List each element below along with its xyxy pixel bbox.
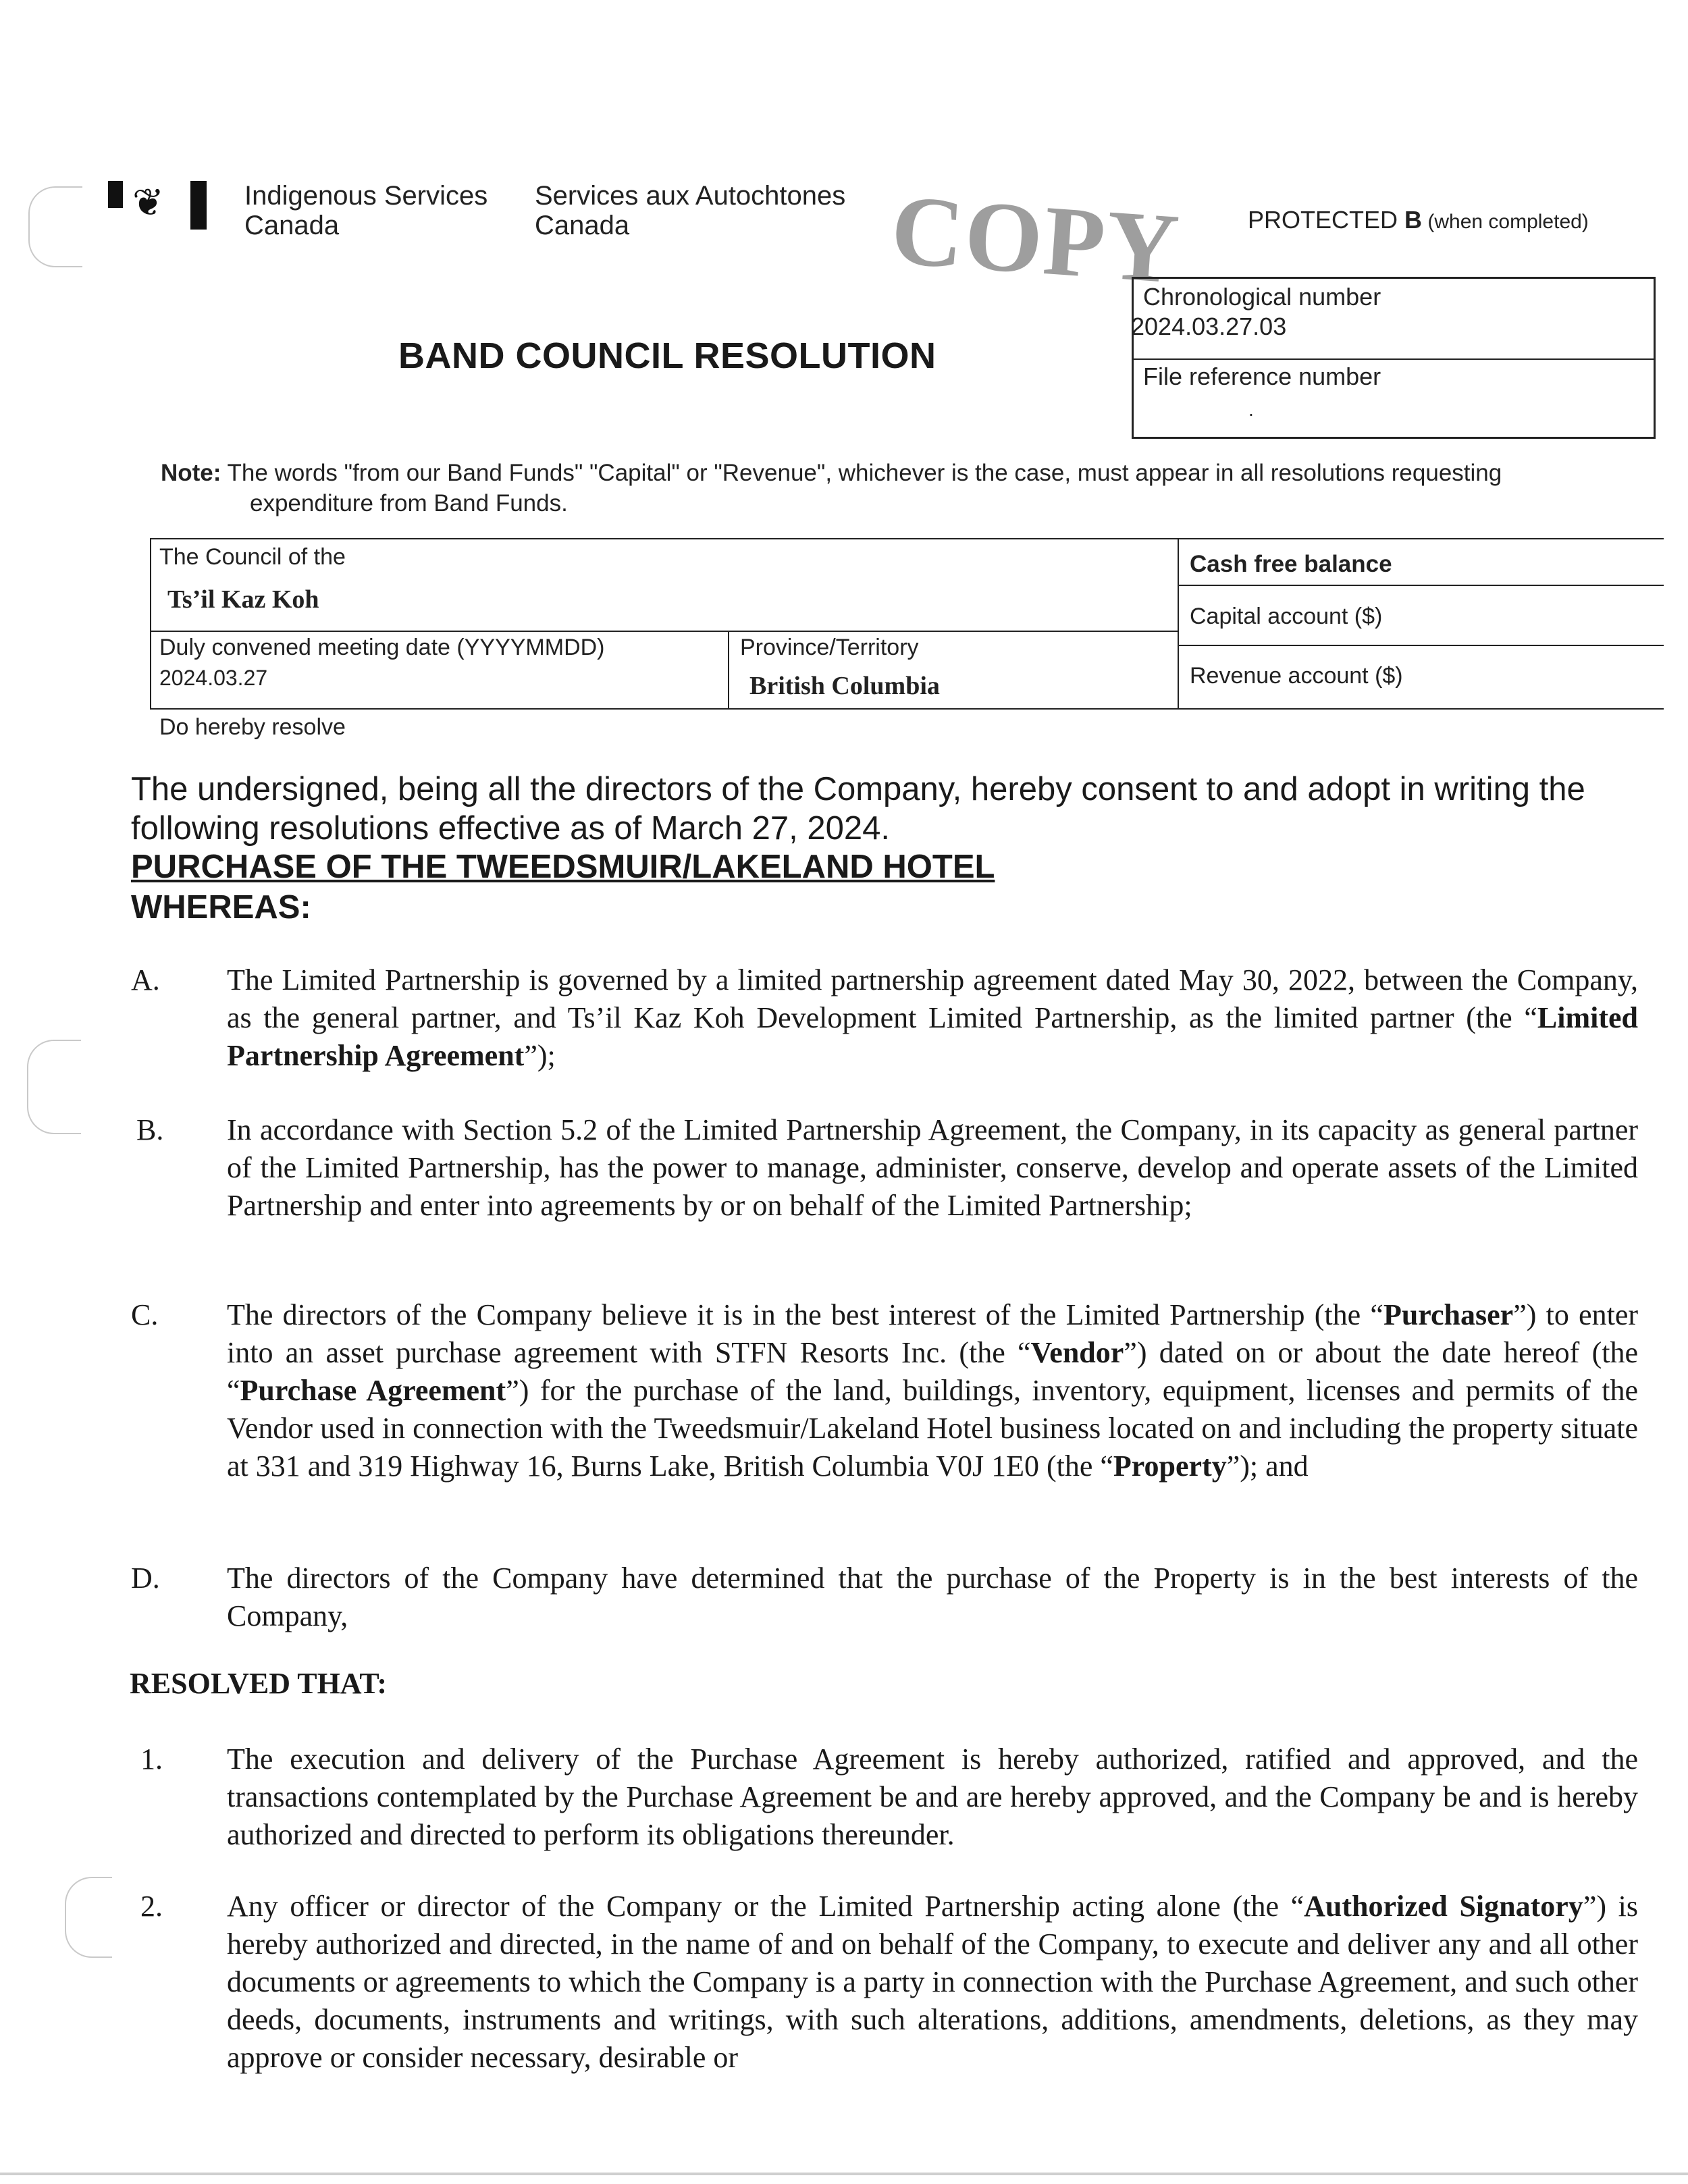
- resolution-2-marker: 2.: [140, 1890, 163, 1923]
- protected-suffix: (when completed): [1422, 211, 1589, 233]
- flag-right-bar-icon: [190, 181, 207, 230]
- file-reference-value: .: [1248, 399, 1254, 420]
- recital-d: The directors of the Company have determined that the purchase of the Property is in the best interests of the Company,: [227, 1562, 1638, 1632]
- resolve-label: Do hereby resolve: [159, 714, 346, 740]
- resolution-2-text: Any officer or director of the Company or the Limited Partnership acting alone (the “: [227, 1890, 1304, 1923]
- recital-d-marker: D.: [131, 1562, 160, 1595]
- chronological-number-label: Chronological number: [1143, 283, 1381, 311]
- scan-bottom-edge: [0, 2173, 1688, 2175]
- resolved-heading: RESOLVED THAT:: [130, 1667, 388, 1700]
- recital-c-term-purchase-agreement: Purchase Agreement: [240, 1374, 506, 1407]
- grid-line: [150, 631, 1178, 632]
- recital-c-term-purchaser: Purchaser: [1383, 1298, 1514, 1331]
- note-text-line2: expenditure from Band Funds.: [250, 490, 568, 516]
- grid-line: [728, 631, 729, 708]
- recital-a-text-end: ”);: [524, 1039, 556, 1072]
- department-name-french: [535, 181, 845, 240]
- recital-a-defined-term: Limited Partnership Agreement: [227, 1001, 1638, 1072]
- resolution-2-term-authorized-signatory: Authorized Signatory: [1304, 1890, 1583, 1923]
- grid-line: [1178, 645, 1664, 646]
- recital-c-marker: C.: [131, 1298, 159, 1331]
- council-value: Ts’il Kaz Koh: [167, 585, 319, 614]
- punch-hole-shadow: [28, 186, 82, 267]
- recital-c: [227, 1296, 1638, 1485]
- recital-c-term-property: Property: [1113, 1449, 1227, 1483]
- revenue-account-label: Revenue account ($): [1190, 663, 1403, 689]
- protected-classification: [1248, 206, 1589, 234]
- note-line1: [161, 460, 1502, 486]
- protected-prefix: PROTECTED: [1248, 206, 1405, 234]
- intro-paragraph: The undersigned, being all the directors of the Company, hereby consent to and adopt in writing the following resolutions effective as of March 27, 2024.: [131, 771, 1585, 847]
- dept-fr-line1: Services aux Autochtones: [535, 181, 846, 211]
- recital-c-text-end: ”); and: [1226, 1449, 1309, 1483]
- recital-a-text: The Limited Partnership is governed by a limited partnership agreement dated May 30, 2022, between the Company, as the general partner, and Ts’il Kaz Koh Development Limited Partnership, as the limited partner (the “: [227, 963, 1638, 1034]
- note-text-line1: The words "from our Band Funds" "Capital" or "Revenue", whichever is the case, must appear in all resolutions requesting: [221, 460, 1502, 486]
- punch-hole-shadow: [27, 1040, 81, 1134]
- flag-left-bar-icon: [108, 181, 123, 208]
- meeting-date-value: 2024.03.27: [159, 666, 268, 690]
- grid-line: [150, 538, 151, 708]
- recital-c-term-vendor: Vendor: [1030, 1336, 1124, 1369]
- department-name-english: [244, 181, 487, 240]
- recital-a-marker: A.: [131, 963, 160, 996]
- recital-b: In accordance with Section 5.2 of the Limited Partnership Agreement, the Company, in its capacity as general partner of the Limited Partnership, has the power to manage, administer, conserve, develop and operate assets of the Limited Partnership and enter into agreements by or on behalf of the Limited Partnership;: [227, 1113, 1638, 1222]
- maple-leaf-icon: ❦: [132, 181, 164, 223]
- council-label: The Council of the: [159, 544, 346, 570]
- grid-line: [1178, 538, 1179, 708]
- dept-en-line2: Canada: [244, 211, 340, 240]
- protected-level: B: [1404, 206, 1423, 234]
- whereas-heading: WHEREAS:: [131, 889, 311, 926]
- grid-line: [150, 708, 1664, 710]
- resolution-2: [227, 1888, 1638, 2077]
- province-label: Province/Territory: [740, 635, 919, 660]
- grid-line: [1178, 585, 1664, 586]
- meeting-date-label: Duly convened meeting date (YYYYMMDD): [159, 635, 605, 660]
- recital-c-text: The directors of the Company believe it is in the best interest of the Limited Partnership (the “: [227, 1298, 1383, 1331]
- cash-free-balance-label: Cash free balance: [1190, 551, 1392, 577]
- expenditure-note: [161, 458, 1592, 518]
- dept-fr-line2: Canada: [535, 211, 630, 240]
- recital-c-text: ”) to enter into an asset purchase agreement with STFN Resorts Inc. (the “: [227, 1298, 1638, 1369]
- note-label: Note:: [161, 460, 221, 486]
- page-title: BAND COUNCIL RESOLUTION: [398, 336, 937, 376]
- recital-a: [227, 961, 1638, 1075]
- dept-en-line1: Indigenous Services: [244, 181, 488, 211]
- box-divider: [1134, 358, 1654, 360]
- capital-account-label: Capital account ($): [1190, 604, 1383, 629]
- province-value: British Columbia: [749, 672, 940, 700]
- resolution-1-marker: 1.: [140, 1742, 163, 1776]
- resolution-2-text-end: ”) is hereby authorized and directed, in the name of and on behalf of the Company, to execute and deliver any and all other documents or agreements to which the Company is a party in connection with the Purchase Agreement, and such other deeds, documents, instruments and writings, with such alterations, additions, amendments, deletions, as they may approve or consider necessary, desirable or: [227, 1890, 1638, 2074]
- chronological-number-value: 2024.03.27.03: [1131, 313, 1287, 340]
- recital-c-text: ”) dated on or about the date hereof (the “: [227, 1336, 1638, 1407]
- recital-b-marker: B.: [136, 1113, 164, 1146]
- section-title: PURCHASE OF THE TWEEDSMUIR/LAKELAND HOTEL: [131, 849, 995, 885]
- resolution-1: The execution and delivery of the Purchase Agreement is hereby authorized, ratified and approved, and the transactions contemplated by the Purchase Agreement be and are hereby approved, and the Company be and is hereby authorized and directed to perform its obligations thereunder.: [227, 1742, 1638, 1851]
- copy-stamp: COPY: [887, 174, 1184, 305]
- grid-line: [150, 538, 1664, 539]
- reference-numbers-box: [1132, 277, 1656, 439]
- punch-hole-shadow: [65, 1877, 112, 1958]
- file-reference-label: File reference number: [1143, 363, 1381, 390]
- recital-c-text: ”) for the purchase of the land, buildings, inventory, equipment, licenses and permits of the Vendor used in connection with the Tweedsmuir/Lakeland Hotel business located on and including the property situate at 331 and 319 Highway 16, Burns Lake, British Columbia V0J 1E0 (the “: [227, 1374, 1638, 1483]
